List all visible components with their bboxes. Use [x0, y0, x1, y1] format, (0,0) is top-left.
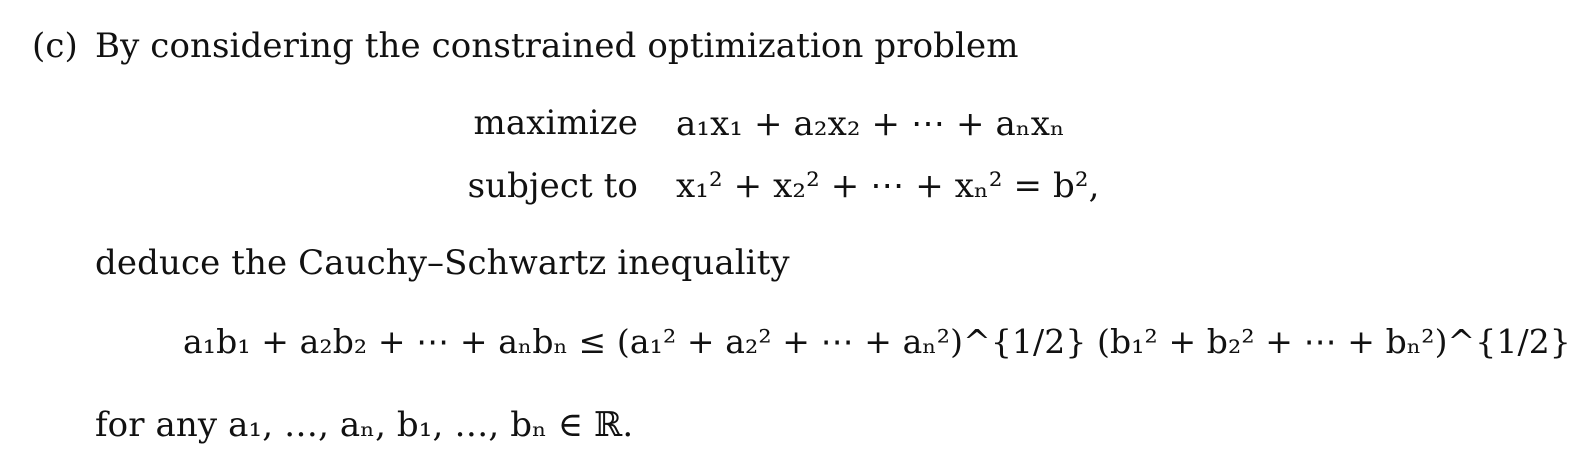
objective-expression: a₁x₁ + a₂x₂ + ⋯ + aₙxₙ — [676, 104, 1065, 144]
constraint-label: subject to — [467, 166, 638, 206]
final-text: for any a₁, …, aₙ, b₁, …, bₙ ∈ ℝ. — [95, 405, 634, 445]
part-label: (c) — [32, 26, 78, 66]
inequality-expression: a₁b₁ + a₂b₂ + ⋯ + aₙbₙ ≤ (a₁² + a₂² + ⋯ + aₙ²)^{1/2} (b₁² + b₂² + ⋯ + bₙ²)^{1/2} — [183, 322, 1571, 361]
intro-text: By considering the constrained optimization problem — [95, 26, 1019, 66]
deduce-text: deduce the Cauchy–Schwartz inequality — [95, 243, 790, 283]
constraint-expression: x₁² + x₂² + ⋯ + xₙ² = b², — [676, 166, 1100, 206]
objective-label: maximize — [473, 103, 638, 143]
